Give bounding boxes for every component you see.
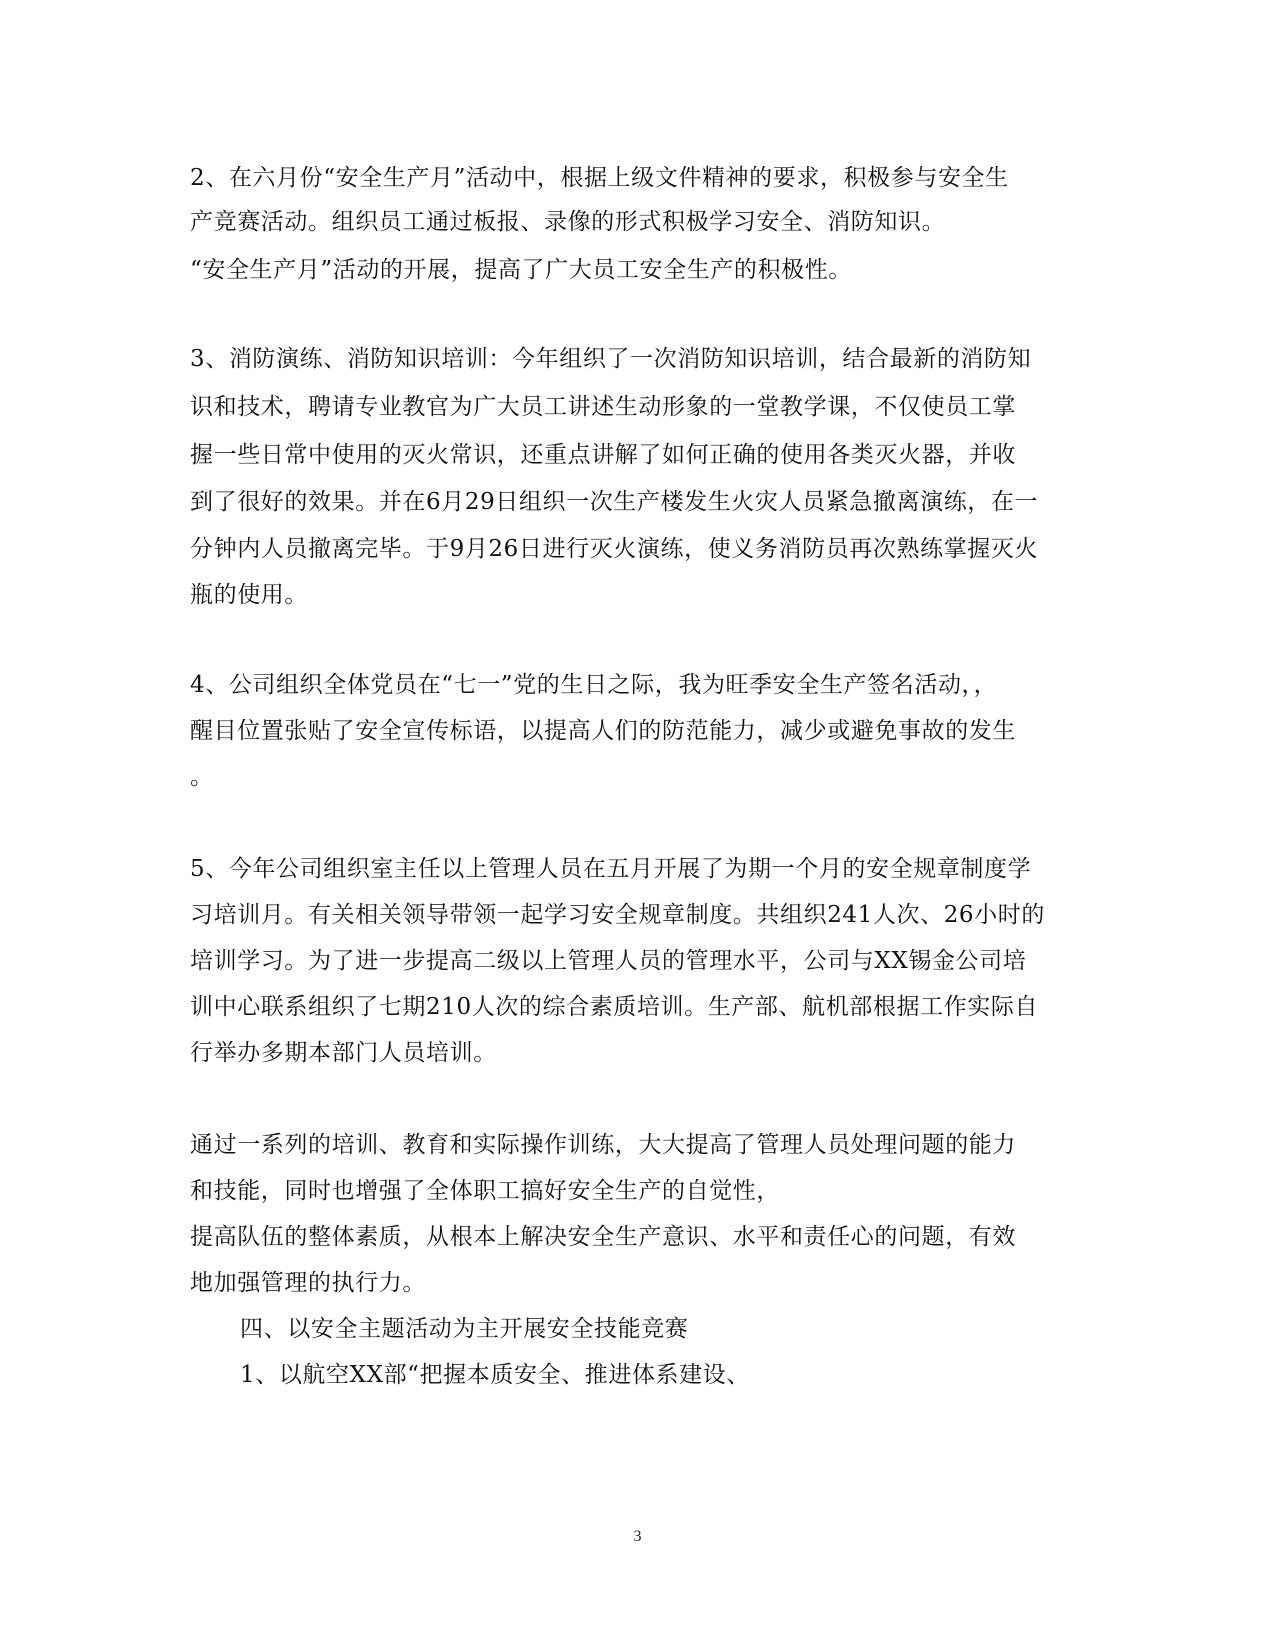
- text-line: 。: [190, 764, 214, 790]
- text-line: 握一些日常中使用的灭火常识，还重点讲解了如何正确的使用各类灭火器，并收: [190, 442, 1016, 468]
- text-line: 4、公司组织全体党员在“七一”党的生日之际，我为旺季安全生产签名活动，，: [190, 672, 998, 698]
- text-line: 1、以航空XX部“把握本质安全、推进体系建设、: [240, 1362, 750, 1388]
- text-line: “安全生产月”活动的开展，提高了广大员工安全生产的积极性。: [190, 257, 852, 283]
- text-line: 产竞赛活动。组织员工通过板报、录像的形式积极学习安全、消防知识。: [190, 209, 946, 235]
- text-line: 到了很好的效果。并在6月29日组织一次生产楼发生火灾人员紧急撤离演练，在一: [190, 489, 1039, 515]
- text-line: 2、在六月份“安全生产月”活动中，根据上级文件精神的要求，积极参与安全生: [190, 165, 1009, 191]
- text-line: 瓶的使用。: [190, 582, 308, 608]
- text-line: 分钟内人员撤离完毕。于9月26日进行灭火演练，使义务消防员再次熟练掌握灭火: [190, 536, 1039, 562]
- text-line: 通过一系列的培训、教育和实际操作训练，大大提高了管理人员处理问题的能力: [190, 1132, 1016, 1158]
- text-line: 识和技术，聘请专业教官为广大员工讲述生动形象的一堂教学课，不仅使员工掌: [190, 394, 1016, 420]
- text-line: 醒目位置张贴了安全宣传标语，以提高人们的防范能力，减少或避免事故的发生: [190, 718, 1016, 744]
- page-number: 3: [633, 1528, 642, 1545]
- text-line: 提高队伍的整体素质，从根本上解决安全生产意识、水平和责任心的问题，有效: [190, 1224, 1016, 1250]
- text-line: 习培训月。有关相关领导带领一起学习安全规章制度。共组织241人次、26小时的: [190, 902, 1045, 928]
- text-line: 地加强管理的执行力。: [190, 1270, 426, 1296]
- text-line: 3、消防演练、消防知识培训：今年组织了一次消防知识培训，结合最新的消防知: [190, 346, 1032, 372]
- section-heading: 四、以安全主题活动为主开展安全技能竞赛: [240, 1316, 689, 1342]
- text-line: 培训学习。为了进一步提高二级以上管理人员的管理水平，公司与XX锡金公司培: [190, 948, 1027, 974]
- text-line: 行举办多期本部门人员培训。: [190, 1040, 497, 1066]
- text-line: 和技能，同时也增强了全体职工搞好安全生产的自觉性，: [190, 1178, 780, 1204]
- text-line: 训中心联系组织了七期210人次的综合素质培训。生产部、航机部根据工作实际自: [190, 994, 1039, 1020]
- text-line: 5、今年公司组织室主任以上管理人员在五月开展了为期一个月的安全规章制度学: [190, 856, 1032, 882]
